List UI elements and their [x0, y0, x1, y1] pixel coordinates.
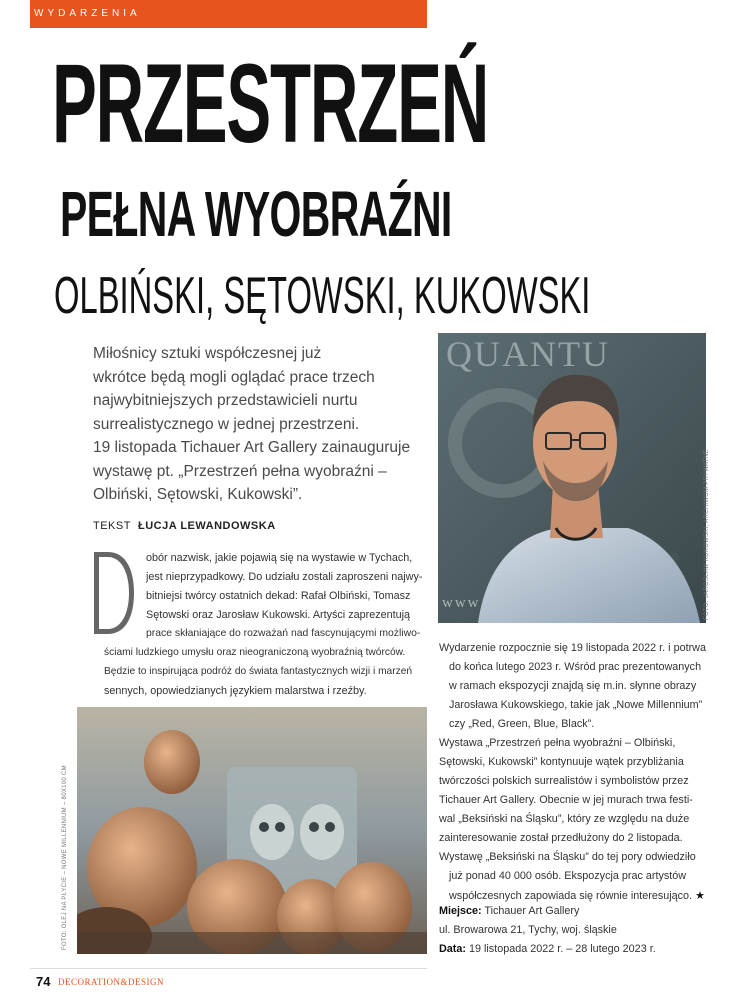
byline — [93, 520, 276, 532]
body-line: Wystawa „Przestrzeń pełna wyobraźni – Olbiński, — [439, 737, 676, 749]
footer-brand: DECORATION&DESIGN — [58, 977, 164, 987]
body-line: do końca lutego 2023 r. Wśród prac prezentowanych — [449, 661, 702, 673]
info-place-value: Tichauer Art Gallery — [484, 905, 580, 917]
lead-line: wkrótce będą mogli oglądać prace trzech — [93, 368, 375, 386]
photo-bg-url: www — [442, 595, 481, 611]
photo-bg-text: QUANTU — [446, 334, 610, 374]
body-line: twórczości polskich surrealistów i symbolistów przez — [439, 775, 689, 787]
headline-line-2: PEŁNA WYOBRAŹNI — [60, 178, 452, 250]
painting-illustration — [77, 707, 427, 954]
lead-line: Miłośnicy sztuki współczesnej już — [93, 345, 322, 362]
section-label: WYDARZENIA — [34, 8, 141, 19]
body-line: w ramach ekspozycji znajdą się m.in. słynne obrazy — [449, 680, 697, 692]
portrait-photo — [438, 333, 706, 623]
byline-label: TEKST — [93, 520, 131, 532]
body-line: ściami ludzkiego umysłu oraz nieograniczoną wyobraźnią twórców. — [104, 647, 406, 658]
info-date — [439, 943, 656, 955]
body-line: Sętowski oraz Jarosław Kukowski. Artyści zaprezentują — [146, 609, 411, 621]
info-date-label: Data: — [439, 943, 466, 955]
body-line: już ponad 40 000 osób. Ekspozycja prac artystów — [449, 870, 687, 882]
body-line: zainteresowanie został przedłużony do 2 listopada. — [439, 832, 683, 844]
body-line: Tichauer Art Gallery. Obecnie w jej murach trwa festi- — [439, 794, 693, 806]
lead-line: 19 listopada Tichauer Art Gallery zainauguruje — [93, 439, 411, 456]
body-line: sennych, opowiedzianych językiem malarstwa i rzeźby. — [104, 685, 367, 697]
body-line: Wystawę „Beksiński na Śląsku” do tej pory odwiedziło — [439, 851, 696, 863]
body-line: Będzie to inspirująca podróż do świata fantastycznych wizji i marzeń — [104, 666, 413, 677]
body-line: czy „Red, Green, Blue, Black”. — [449, 718, 595, 730]
lead-line: surrealistycznego w jednej przestrzeni. — [93, 415, 360, 433]
body-line: Jarosława Kukowskiego, takie jak „Nowe Millennium” — [449, 699, 703, 711]
lead-line: najwybitniejszych przedstawicieli nurtu — [93, 392, 358, 409]
body-line-last — [449, 889, 705, 902]
end-mark-icon: ★ — [695, 890, 705, 902]
body-line: Wydarzenie rozpocznie się 19 listopada 2022 r. i potrwa — [439, 642, 706, 654]
lead-line: Olbiński, Sętowski, Kukowski”. — [93, 486, 303, 503]
byline-author: ŁUCJA LEWANDOWSKA — [138, 520, 276, 532]
body-line: obór nazwisk, jakie pojawią się na wystawie w Tychach, — [146, 552, 413, 564]
body-line: prace skłaniające do rozważań nad fascynującymi możliwo- — [146, 628, 421, 639]
body-line-text: współczesnych zapowiada się równie interesująco. — [449, 890, 693, 902]
page-number: 74 — [36, 974, 51, 989]
drop-cap — [90, 550, 136, 636]
headline-subtitle: OLBIŃSKI, SĘTOWSKI, KUKOWSKI — [54, 267, 591, 325]
info-place-label: Miejsce: — [439, 905, 482, 917]
headline-line-1: PRZESTRZEŃ — [52, 41, 489, 166]
info-date-value: 19 listopada 2022 r. – 28 lutego 2023 r. — [469, 943, 656, 955]
painting-image — [77, 707, 427, 954]
lead-line: wystawę pt. „Przestrzeń pełna wyobraźni – — [93, 462, 387, 480]
body-line: Sętowski, Kukowski” kontynuuje wątek przybliżania — [439, 756, 684, 768]
footer-rule — [30, 968, 427, 969]
body-line: bitniejsi twórcy ostatnich dekad: Rafał Olbiński, Tomasz — [146, 590, 411, 602]
info-place — [439, 905, 579, 917]
body-line: jest nieprzypadkowy. Do udziału zostali zaproszeni najwy- — [146, 571, 423, 583]
portrait-credit: FOTO: JAROSŁAW KUKOWSKI, ARCHIWUM PRYWATNE — [704, 449, 710, 620]
lead-paragraph — [93, 342, 411, 507]
drop-cap-glyph — [90, 550, 136, 636]
body-line: wal „Beksiński na Śląsku”, który ze względu na duże — [439, 813, 690, 825]
portrait-photo-image — [438, 333, 706, 623]
painting-credit: FOTO: OLEJ NA PŁYCIE – NOWE MILLENNIUM – 80X100 CM — [62, 765, 68, 950]
info-address: ul. Browarowa 21, Tychy, woj. śląskie — [439, 924, 617, 936]
